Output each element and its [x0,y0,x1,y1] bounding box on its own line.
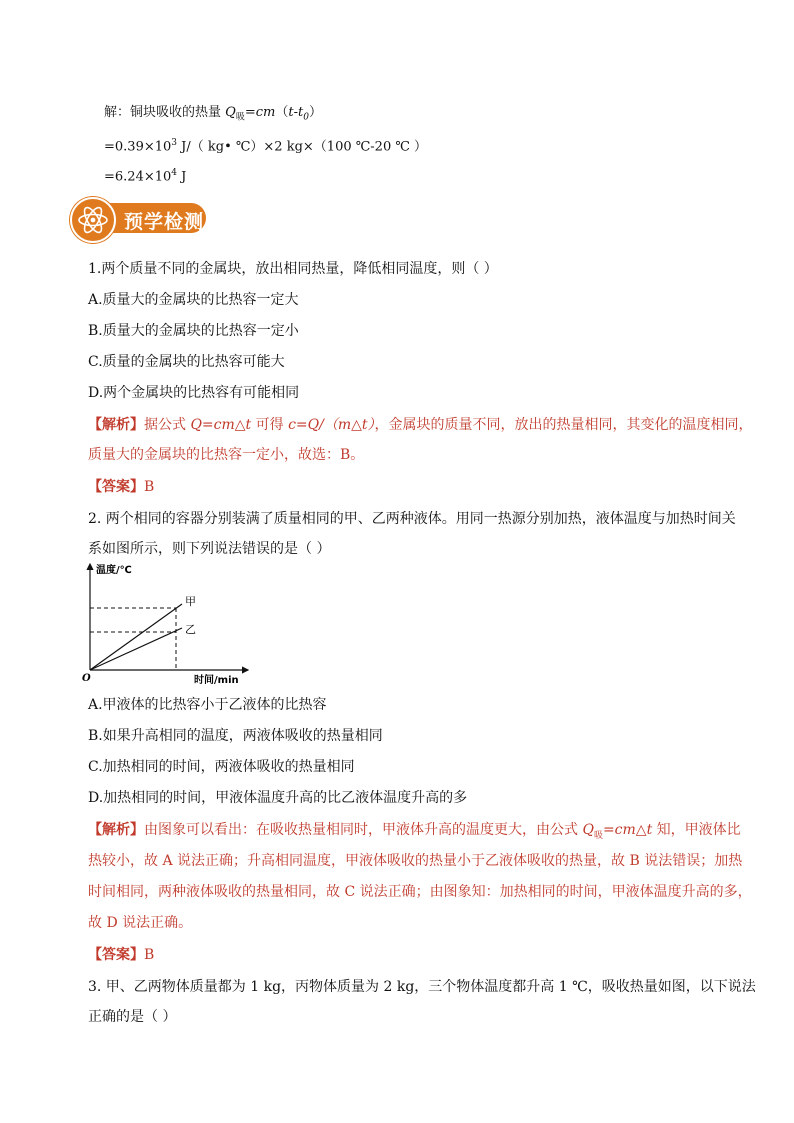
analysis-formula: Q=cm△t [190,417,252,433]
formula-q: Q [225,105,236,120]
q3-stem-line-1: 3. 甲、乙两物体质量都为 1 kg，丙物体质量为 2 kg，三个物体温度都升高 1 ℃，吸收热量如图，以下说法 [88,979,756,995]
q2-analysis-line-4: 故 D 说法正确。 [88,915,193,931]
formula-t: t-t [288,105,304,120]
series-b-line [90,628,182,670]
analysis-text: 由图象可以看出：在吸收热量相同时，甲液体升高的温度更大，由公式 [144,822,583,838]
q1-option-b: B.质量大的金属块的比热容一定小 [88,323,299,339]
analysis-text: 可得 [251,417,289,433]
q2-option-c: C.加热相同的时间，两液体吸收的热量相同 [88,759,355,775]
banner-title: 预学检测 [124,211,205,233]
solution-text: 解：铜块吸收的热量 [104,105,226,120]
answer-tag: 【答案】 [88,479,144,495]
analysis-text: ，金属块的质量不同，放出的热量相同，其变化的温度相同， [374,417,753,433]
solution-line-3 [104,163,186,187]
y-axis-label: 温度/℃ [96,565,132,576]
series-b-label: 乙 [185,623,196,636]
series-a-line [90,604,182,670]
analysis-tag: 【解析】 [88,822,144,838]
q2-analysis-line-2: 热较小，故 A 说法正确；升高相同温度，甲液体吸收的热量小于乙液体吸收的热量，故 B 说法错误；加热 [88,853,743,869]
analysis-text: 知，甲液体比 [652,822,741,838]
x-axis-label: 时间/min [194,675,239,686]
analysis-formula: =cm△t [602,822,653,838]
solution-line-1 [104,103,322,128]
analysis-formula: c=Q/（m△t） [288,417,375,433]
q1-option-a: A.质量大的金属块的比热容一定大 [88,292,299,308]
solution-value: =6.24×10 [104,169,172,185]
solution-value: =0.39×10 [104,139,172,155]
atom-icon [72,199,114,241]
q2-stem-line-2: 系如图所示，则下列说法错误的是（ ） [88,541,331,557]
formula-t0: 0 [303,112,309,123]
analysis-formula: Q [582,822,594,838]
solution-units: J/（ kg• ℃）×2 kg×（100 ℃-20 ℃ ） [177,139,428,155]
answer-value: B [144,479,155,495]
formula-eq: = [244,105,256,120]
analysis-tag: 【解析】 [88,417,144,433]
formula-cm: cm [255,105,276,120]
q1-option-c: C.质量的金属块的比热容可能大 [88,354,285,370]
answer-tag: 【答案】 [88,947,144,963]
formula-paren: （ [275,105,289,120]
q1-stem: 1.两个质量不同的金属块，放出相同热量，降低相同温度，则（ ） [88,261,498,277]
series-a-label: 甲 [185,595,196,608]
q2-analysis-line-1 [88,820,741,846]
q1-analysis-line-1 [88,415,753,435]
answer-value: B [144,947,155,963]
origin-label: O [82,673,91,684]
analysis-text: 据公式 [144,417,191,433]
q2-stem-line-1: 2. 两个相同的容器分别装满了质量相同的甲、乙两种液体。用同一热源分别加热，液体温度与加热时间关 [88,511,736,527]
q1-analysis-line-2: 质量大的金属块的比热容一定小，故选：B。 [88,447,365,463]
q3-stem-line-2: 正确的是（ ） [88,1009,177,1025]
banner-circle [70,197,116,243]
solution-line-2 [104,133,427,157]
q2-analysis-line-3: 时间相同，两种液体吸收的热量相同，故 C 说法正确；由图象知：加热相同的时间，甲液体温度升高的多， [88,884,752,900]
q2-option-d: D.加热相同的时间，甲液体温度升高的比乙液体温度升高的多 [88,790,468,806]
solution-exponent: 3 [171,138,178,148]
formula-paren: ） [308,105,322,120]
solution-units: J [177,169,187,185]
q1-option-d: D.两个金属块的比热容有可能相同 [88,385,300,401]
formula-sub: 吸 [235,112,245,123]
solution-exponent: 4 [171,168,178,178]
section-banner [70,197,208,239]
temperature-time-graph [82,560,252,690]
q2-option-b: B.如果升高相同的温度，两液体吸收的热量相同 [88,728,383,744]
analysis-formula-sub: 吸 [593,830,603,841]
q2-answer [88,945,154,965]
q2-option-a: A.甲液体的比热容小于乙液体的比热容 [88,697,327,713]
q1-answer [88,477,154,497]
